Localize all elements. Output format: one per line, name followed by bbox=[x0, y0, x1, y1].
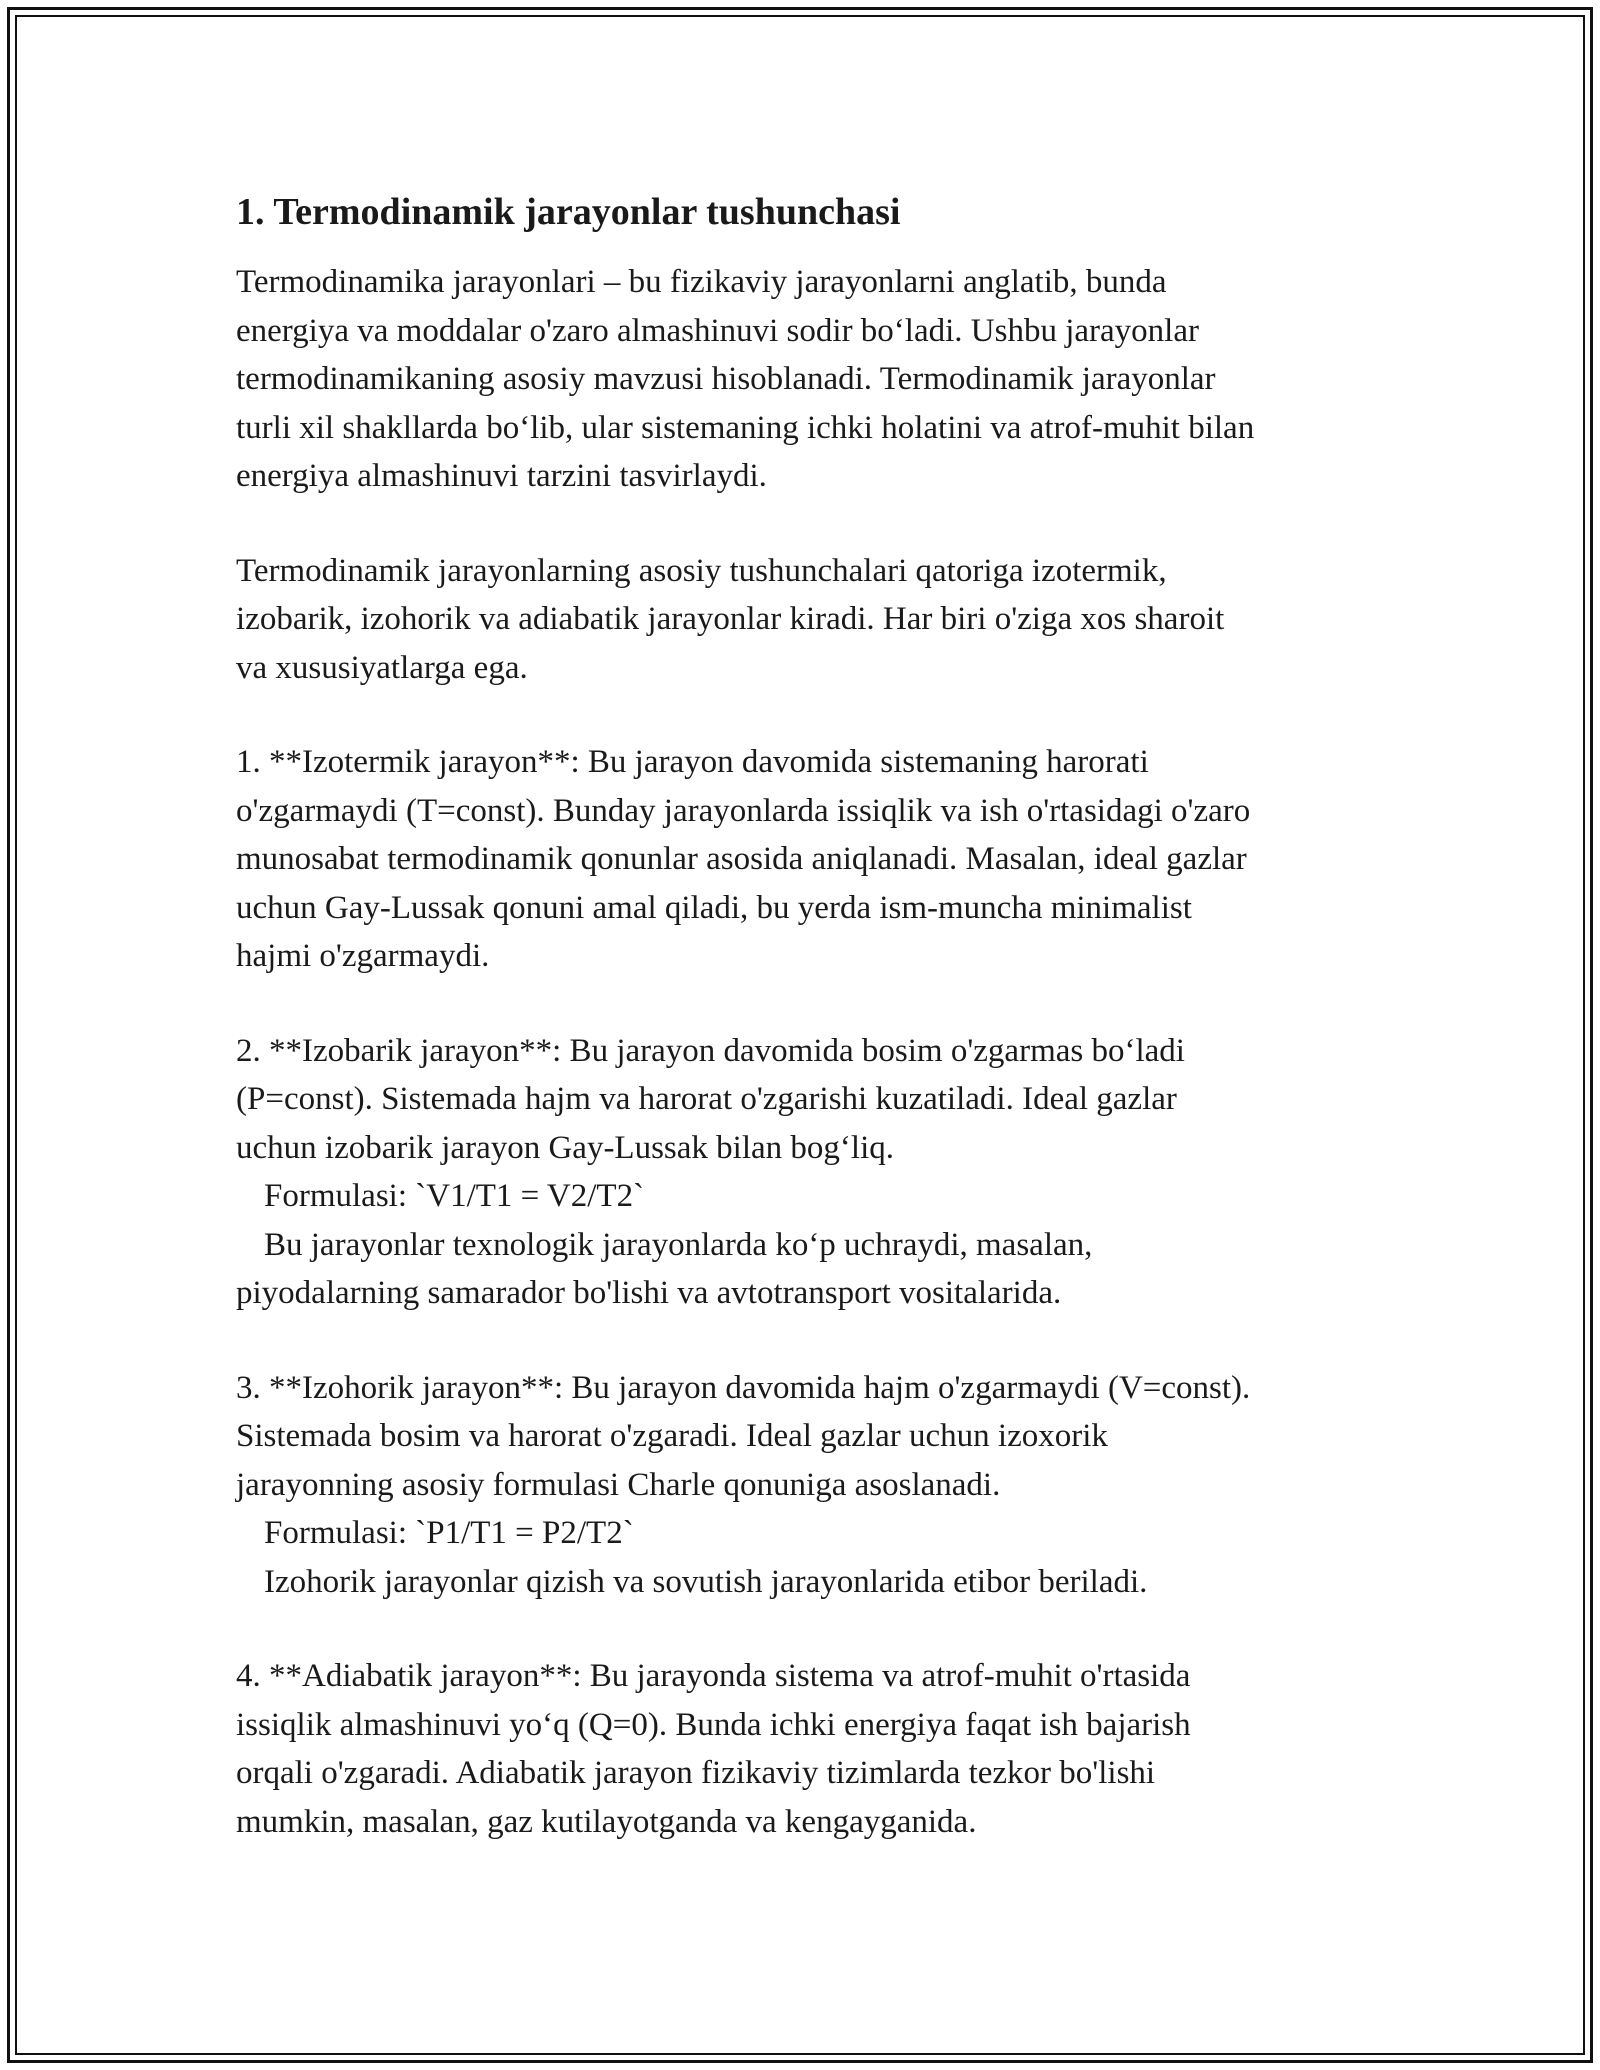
text-line: energiya va moddalar o'zaro almashinuvi sodir bo‘ladi. Ushbu jarayonlar bbox=[236, 312, 1199, 349]
paragraph-gap bbox=[236, 501, 1376, 547]
isochoric-formula: Formulasi: `P1/T1 = P2/T2` bbox=[264, 1515, 634, 1551]
section-heading: 1. Termodinamik jarayonlar tushunchasi bbox=[236, 191, 901, 233]
text-line: Bu jarayonlar texnologik jarayonlarda ko‘p uchraydi, masalan, bbox=[264, 1226, 1093, 1263]
text-line: Termodinamik jarayonlarning asosiy tushunchalari qatoriga izotermik, bbox=[236, 552, 1167, 589]
isobaric-formula: Formulasi: `V1/T1 = V2/T2` bbox=[264, 1178, 645, 1214]
concepts-paragraph bbox=[236, 547, 1376, 693]
isothermal-paragraph bbox=[236, 738, 1376, 981]
paragraph-gap bbox=[236, 692, 1376, 738]
text-line: 3. **Izohorik jarayon**: Bu jarayon davomida hajm o'zgarmaydi (V=const). bbox=[236, 1369, 1251, 1406]
text-line: 4. **Adiabatik jarayon**: Bu jarayonda sistema va atrof-muhit o'rtasida bbox=[236, 1658, 1191, 1694]
adiabatic-paragraph bbox=[236, 1652, 1376, 1846]
text-line: Izohorik jarayonlar qizish va sovutish jarayonlarida etibor beriladi. bbox=[264, 1563, 1148, 1600]
paragraph-gap bbox=[236, 1606, 1376, 1652]
text-line: izobarik, izohorik va adiabatik jarayonlar kiradi. Har biri o'ziga xos sharoit bbox=[236, 601, 1225, 637]
intro-paragraph bbox=[236, 258, 1376, 501]
text-line: Termodinamika jarayonlari – bu fizikaviy jarayonlarni anglatib, bunda bbox=[236, 264, 1167, 300]
paragraph-gap bbox=[236, 981, 1376, 1027]
text-line: Sistemada bosim va harorat o'zgaradi. Ideal gazlar uchun izoxorik bbox=[236, 1418, 1108, 1454]
text-line: 1. **Izotermik jarayon**: Bu jarayon davomida sistemaning harorati bbox=[236, 744, 1149, 780]
text-line: orqali o'zgaradi. Adiabatik jarayon fizikaviy tizimlarda tezkor bo'lishi bbox=[236, 1755, 1156, 1791]
isobaric-paragraph bbox=[236, 1027, 1376, 1318]
text-line: uchun Gay-Lussak qonuni amal qiladi, bu yerda ism-muncha minimalist bbox=[236, 889, 1192, 926]
paragraph-gap bbox=[236, 1318, 1376, 1364]
text-line: termodinamikaning asosiy mavzusi hisoblanadi. Termodinamik jarayonlar bbox=[236, 361, 1216, 397]
text-line: o'zgarmaydi (T=const). Bunday jarayonlarda issiqlik va ish o'rtasidagi o'zaro bbox=[236, 792, 1251, 829]
text-line: va xususiyatlarga ega. bbox=[236, 649, 528, 686]
text-line: turli xil shakllarda bo‘lib, ular sistemaning ichki holatini va atrof-muhit bilan bbox=[236, 409, 1255, 446]
text-line: (P=const). Sistemada hajm va harorat o'zgarishi kuzatiladi. Ideal gazlar bbox=[236, 1081, 1177, 1117]
text-line: uchun izobarik jarayon Gay-Lussak bilan bog‘liq. bbox=[236, 1129, 894, 1166]
text-line: jarayonning asosiy formulasi Charle qonuniga asoslanadi. bbox=[236, 1466, 1001, 1503]
text-line: munosabat termodinamik qonunlar asosida aniqlanadi. Masalan, ideal gazlar bbox=[236, 841, 1247, 877]
text-line: energiya almashinuvi tarzini tasvirlaydi. bbox=[236, 458, 767, 494]
isochoric-paragraph bbox=[236, 1364, 1376, 1607]
text-line: hajmi o'zgarmaydi. bbox=[236, 938, 490, 974]
document-body bbox=[236, 186, 1376, 1846]
text-line: issiqlik almashinuvi yo‘q (Q=0). Bunda ichki energiya faqat ish bajarish bbox=[236, 1706, 1191, 1743]
text-line: mumkin, masalan, gaz kutilayotganda va kengayganida. bbox=[236, 1803, 977, 1840]
text-line: 2. **Izobarik jarayon**: Bu jarayon davomida bosim o'zgarmas bo‘ladi bbox=[236, 1032, 1185, 1069]
text-line: piyodalarning samarador bo'lishi va avtotransport vositalarida. bbox=[236, 1275, 1062, 1311]
